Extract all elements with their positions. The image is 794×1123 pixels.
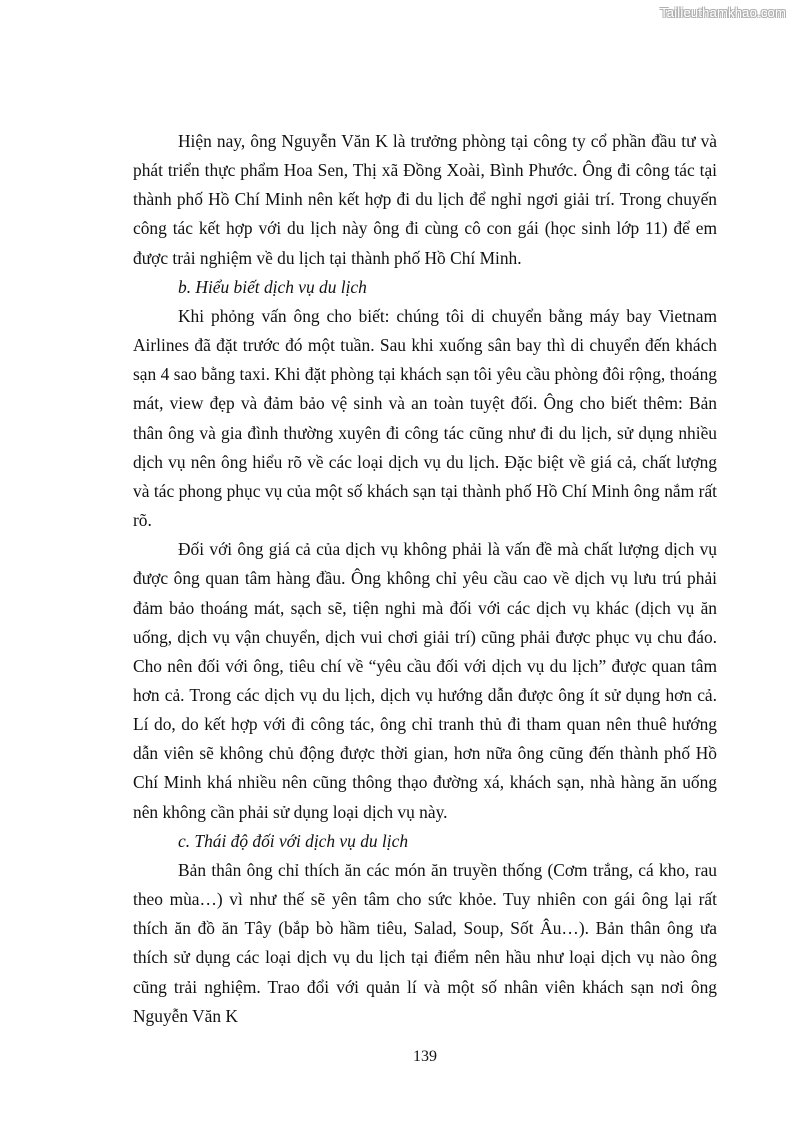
page-number: 139	[413, 1048, 437, 1065]
paragraph-attitude: Bản thân ông chỉ thích ăn các món ăn truyền thống (Cơm trắng, cá kho, rau theo mùa…) vì như thế sẽ yên tâm cho sức khỏe. Tuy nhiên con gái ông lại rất thích ăn đồ ăn Tây (bắp bò hầm tiêu, Salad, Soup, Sốt Âu…). Bản thân ông ưa thích sử dụng các loại dịch vụ du lịch tại điểm nên hầu như loại dịch vụ nào ông cũng trải nghiệm. Trao đổi với quản lí và một số nhân viên khách sạn nơi ông Nguyễn Văn K	[133, 859, 717, 1026]
paragraph-intro: Hiện nay, ông Nguyễn Văn K là trưởng phòng tại công ty cổ phần đầu tư và phát triển thực phẩm Hoa Sen, Thị xã Đồng Xoài, Bình Phước. Ông đi công tác tại thành phố Hồ Chí Minh nên kết hợp đi du lịch để nghỉ ngơi giải trí. Trong chuyến công tác kết hợp với du lịch này ông đi cùng cô con gái (học sinh lớp 11) để em được trải nghiệm về du lịch tại thành phố Hồ Chí Minh.	[133, 131, 717, 268]
section-heading-c: c. Thái độ đối với dịch vụ du lịch	[178, 830, 409, 851]
watermark-text: Tailieuthamkhao.com	[660, 5, 786, 20]
paragraph-interview: Khi phỏng vấn ông cho biết: chúng tôi di chuyển bằng máy bay Vietnam Airlines đã đặt trước đó một tuần. Sau khi xuống sân bay thì di chuyển đến khách sạn 4 sao bằng taxi. Khi đặt phòng tại khách sạn tôi yêu cầu phòng đôi rộng, thoáng mát, view đẹp và đảm bảo vệ sinh và an toàn tuyệt đối. Ông cho biết thêm: Bản thân ông và gia đình thường xuyên đi công tác cũng như đi du lịch, sử dụng nhiều dịch vụ nên ông hiểu rõ về các loại dịch vụ du lịch. Đặc biệt về giá cả, chất lượng và tác phong phục vụ của một số khách sạn tại thành phố Hồ Chí Minh ông nắm rất rõ.	[133, 305, 717, 531]
document-body	[133, 127, 717, 1031]
paragraph-service-quality: Đối với ông giá cả của dịch vụ không phải là vấn đề mà chất lượng dịch vụ được ông quan tâm hàng đầu. Ông không chỉ yêu cầu cao về dịch vụ lưu trú phải đảm bảo thoáng mát, sạch sẽ, tiện nghi mà đối với các dịch vụ khác (dịch vụ ăn uống, dịch vụ vận chuyển, dịch vui chơi giải trí) cũng phải được phục vụ chu đáo. Cho nên đối với ông, tiêu chí về “yêu cầu đối với dịch vụ du lịch” được quan tâm hơn cả. Trong các dịch vụ du lịch, dịch vụ hướng dẫn được ông ít sử dụng hơn cả. Lí do, do kết hợp với đi công tác, ông chỉ tranh thủ đi tham quan nên thuê hướng dẫn viên sẽ không chủ động được thời gian, hơn nữa ông cũng đến thành phố Hồ Chí Minh khá nhiều nên cũng thông thạo đường xá, khách sạn, nhà hàng ăn uống nên không cần phải sử dụng loại dịch vụ này.	[133, 539, 717, 822]
section-heading-b: b. Hiểu biết dịch vụ du lịch	[178, 276, 367, 297]
